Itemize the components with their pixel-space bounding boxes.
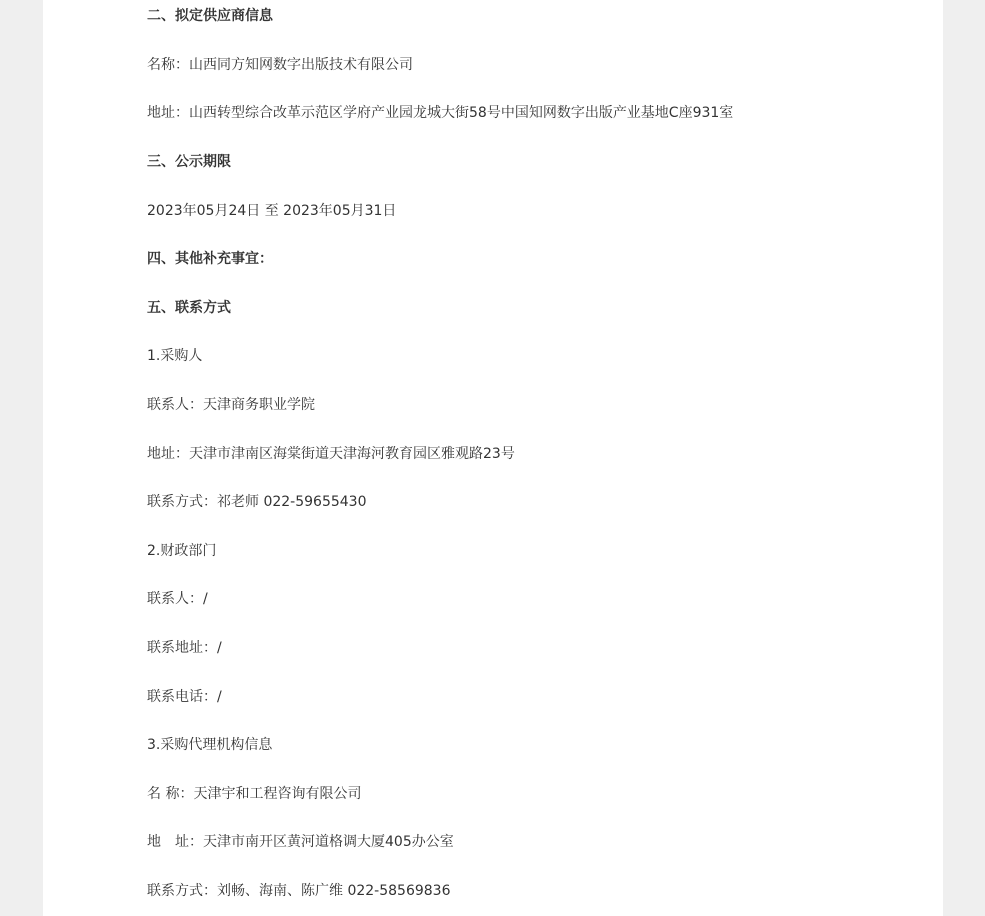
finance-contact: 联系人：/ bbox=[147, 591, 208, 607]
finance-title: 2.财政部门 bbox=[147, 543, 217, 559]
purchaser-title: 1.采购人 bbox=[147, 348, 203, 364]
agency-address: 地 址：天津市南开区黄河道格调大厦405办公室 bbox=[147, 834, 454, 850]
purchaser-phone: 联系方式：祁老师 022-59655430 bbox=[147, 494, 367, 510]
finance-address: 联系地址：/ bbox=[147, 640, 222, 656]
contact-heading: 五、联系方式 bbox=[147, 300, 231, 316]
purchaser-contact: 联系人：天津商务职业学院 bbox=[147, 397, 315, 413]
supplier-heading: 二、拟定供应商信息 bbox=[147, 8, 273, 24]
finance-phone: 联系电话：/ bbox=[147, 689, 222, 705]
agency-title: 3.采购代理机构信息 bbox=[147, 737, 273, 753]
supplier-name: 名称：山西同方知网数字出版技术有限公司 bbox=[147, 57, 413, 73]
agency-phone: 联系方式：刘畅、海南、陈广维 022-58569836 bbox=[147, 883, 451, 899]
purchaser-address: 地址：天津市津南区海棠街道天津海河教育园区雅观路23号 bbox=[147, 446, 515, 462]
other-heading: 四、其他补充事宜： bbox=[147, 251, 273, 267]
document-page bbox=[43, 0, 943, 916]
period-value: 2023年05月24日 至 2023年05月31日 bbox=[147, 203, 397, 219]
agency-name: 名 称：天津宇和工程咨询有限公司 bbox=[147, 786, 362, 802]
supplier-address: 地址：山西转型综合改革示范区学府产业园龙城大街58号中国知网数字出版产业基地C座931室 bbox=[147, 105, 734, 121]
period-heading: 三、公示期限 bbox=[147, 154, 231, 170]
